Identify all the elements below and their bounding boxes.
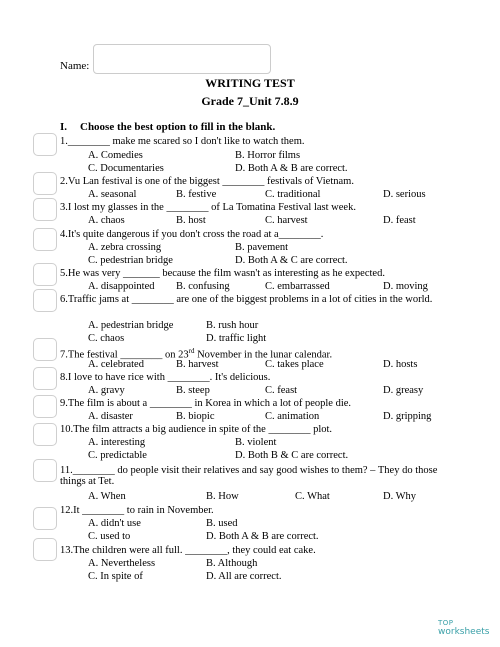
question-6-text: 6.Traffic jams at ________ are one of the biggest problems in a lot of cities in the world. <box>60 294 433 305</box>
question-4-text: 4.It's quite dangerous if you don't cross the road at a________. <box>60 229 324 240</box>
question-3-text: 3.I lost my glasses in the ________ of La Tomatina Festival last week. <box>60 202 356 213</box>
question-4-option-c: C. pedestrian bridge <box>88 255 173 266</box>
question-10-option-d: D. Both B & C are correct. <box>235 450 349 461</box>
question-7-option-a: A. celebrated <box>88 359 144 370</box>
question-8-option-c: C. feast <box>265 385 298 396</box>
question-12-option-a: A. didn't use <box>88 518 141 529</box>
answer-box-12[interactable] <box>33 507 57 530</box>
question-9-text: 9.The film is about a ________ in Korea in which a lot of people die. <box>60 398 352 409</box>
topworksheets-logo[interactable] <box>438 619 489 637</box>
question-6-option-d: D. traffic light <box>206 333 267 344</box>
question-10-option-a: A. interesting <box>88 437 146 448</box>
question-11-text: 11.________ do people visit their relatives and say good wishes to them? – They do those things at Tet. <box>60 465 438 487</box>
question-5-option-d: D. moving <box>383 281 428 292</box>
question-1-option-d: D. Both A & B are correct. <box>235 163 348 174</box>
question-6-option-c: C. chaos <box>88 333 125 344</box>
question-13-option-c: C. In spite of <box>88 571 143 582</box>
question-4-option-b: B. pavement <box>235 242 289 253</box>
question-9-option-a: A. disaster <box>88 411 133 422</box>
answer-box-10[interactable] <box>33 423 57 446</box>
question-2-option-c: C. traditional <box>265 189 321 200</box>
question-7-option-d: D. hosts <box>383 359 418 370</box>
question-9-option-b: B. biopic <box>176 411 215 422</box>
answer-box-11[interactable] <box>33 459 57 482</box>
question-10-option-b: B. violent <box>235 437 277 448</box>
section-instruction: Choose the best option to fill in the blank. <box>80 121 276 133</box>
question-12-option-b: B. used <box>206 518 238 529</box>
question-1-text: 1.________ make me scared so I don't like to watch them. <box>60 136 305 147</box>
answer-box-7[interactable] <box>33 338 57 361</box>
question-9-option-d: D. gripping <box>383 411 432 422</box>
question-4-option-a: A. zebra crossing <box>88 242 162 253</box>
question-2-text: 2.Vu Lan festival is one of the biggest ________ festivals of Vietnam. <box>60 176 354 187</box>
answer-box-4[interactable] <box>33 228 57 251</box>
name-label: Name: <box>60 60 90 72</box>
question-12-option-d: D. Both A & B are correct. <box>206 531 319 542</box>
question-7-superscript: rd <box>188 347 195 355</box>
question-1-option-c: C. Documentaries <box>88 163 164 174</box>
question-2-option-a: A. seasonal <box>88 189 137 200</box>
question-6-option-a: A. pedestrian bridge <box>88 320 174 331</box>
question-8-text: 8.I love to have rice with ________. It's delicious. <box>60 372 271 383</box>
question-8-option-b: B. steep <box>176 385 210 396</box>
question-11-option-b: B. How <box>206 491 239 502</box>
answer-box-2[interactable] <box>33 172 57 195</box>
question-10-option-c: C. predictable <box>88 450 147 461</box>
question-11-option-a: A. When <box>88 491 126 502</box>
question-5-option-b: B. confusing <box>176 281 230 292</box>
question-4-option-d: D. Both A & C are correct. <box>235 255 348 266</box>
question-9-option-c: C. animation <box>265 411 320 422</box>
question-5-option-a: A. disappointed <box>88 281 155 292</box>
name-input[interactable] <box>93 44 271 74</box>
question-8-option-a: A. gravy <box>88 385 125 396</box>
question-6-option-b: B. rush hour <box>206 320 259 331</box>
page-title: WRITING TEST <box>205 76 295 90</box>
section-heading <box>60 121 275 133</box>
answer-box-13[interactable] <box>33 538 57 561</box>
question-3-option-c: C. harvest <box>265 215 308 226</box>
question-2-option-b: B. festive <box>176 189 217 200</box>
question-3-option-d: D. feast <box>383 215 416 226</box>
answer-box-8[interactable] <box>33 367 57 390</box>
question-13-text: 13.The children were all full. ________, they could eat cake. <box>60 545 316 556</box>
answer-box-9[interactable] <box>33 395 57 418</box>
question-7-text-after: November in the lunar calendar. <box>194 349 333 361</box>
question-10-text: 10.The film attracts a big audience in spite of the ________ plot. <box>60 424 333 435</box>
question-1-option-b: B. Horror films <box>235 150 301 161</box>
question-11-option-d: D. Why <box>383 491 417 502</box>
section-number: I. <box>60 121 68 133</box>
question-1-option-a: A. Comedies <box>88 150 143 161</box>
question-8-option-d: D. greasy <box>383 385 424 396</box>
question-12-text: 12.It ________ to rain in November. <box>60 505 214 516</box>
answer-box-3[interactable] <box>33 198 57 221</box>
question-3-option-b: B. host <box>176 215 206 226</box>
question-7-text-before: 7.The festival ________ on 23 <box>60 349 189 361</box>
answer-box-5[interactable] <box>33 263 57 286</box>
logo-line-2: worksheets <box>438 627 490 637</box>
question-13-option-d: D. All are correct. <box>206 571 282 582</box>
logo-line-1: TOP <box>438 619 454 627</box>
page-subtitle: Grade 7_Unit 7.8.9 <box>201 94 299 108</box>
question-7-option-c: C. takes place <box>265 359 324 370</box>
question-13-option-a: A. Nevertheless <box>88 558 156 569</box>
question-3-option-a: A. chaos <box>88 215 125 226</box>
question-5-option-c: C. embarrassed <box>265 281 330 292</box>
question-2-option-d: D. serious <box>383 189 426 200</box>
question-13-option-b: B. Although <box>206 558 258 569</box>
question-7-option-b: B. harvest <box>176 359 219 370</box>
question-12-option-c: C. used to <box>88 531 131 542</box>
answer-box-1[interactable] <box>33 133 57 156</box>
answer-box-6[interactable] <box>33 289 57 312</box>
question-5-text: 5.He was very _______ because the film wasn't as interesting as he expected. <box>60 268 385 279</box>
question-11-option-c: C. What <box>295 491 330 502</box>
